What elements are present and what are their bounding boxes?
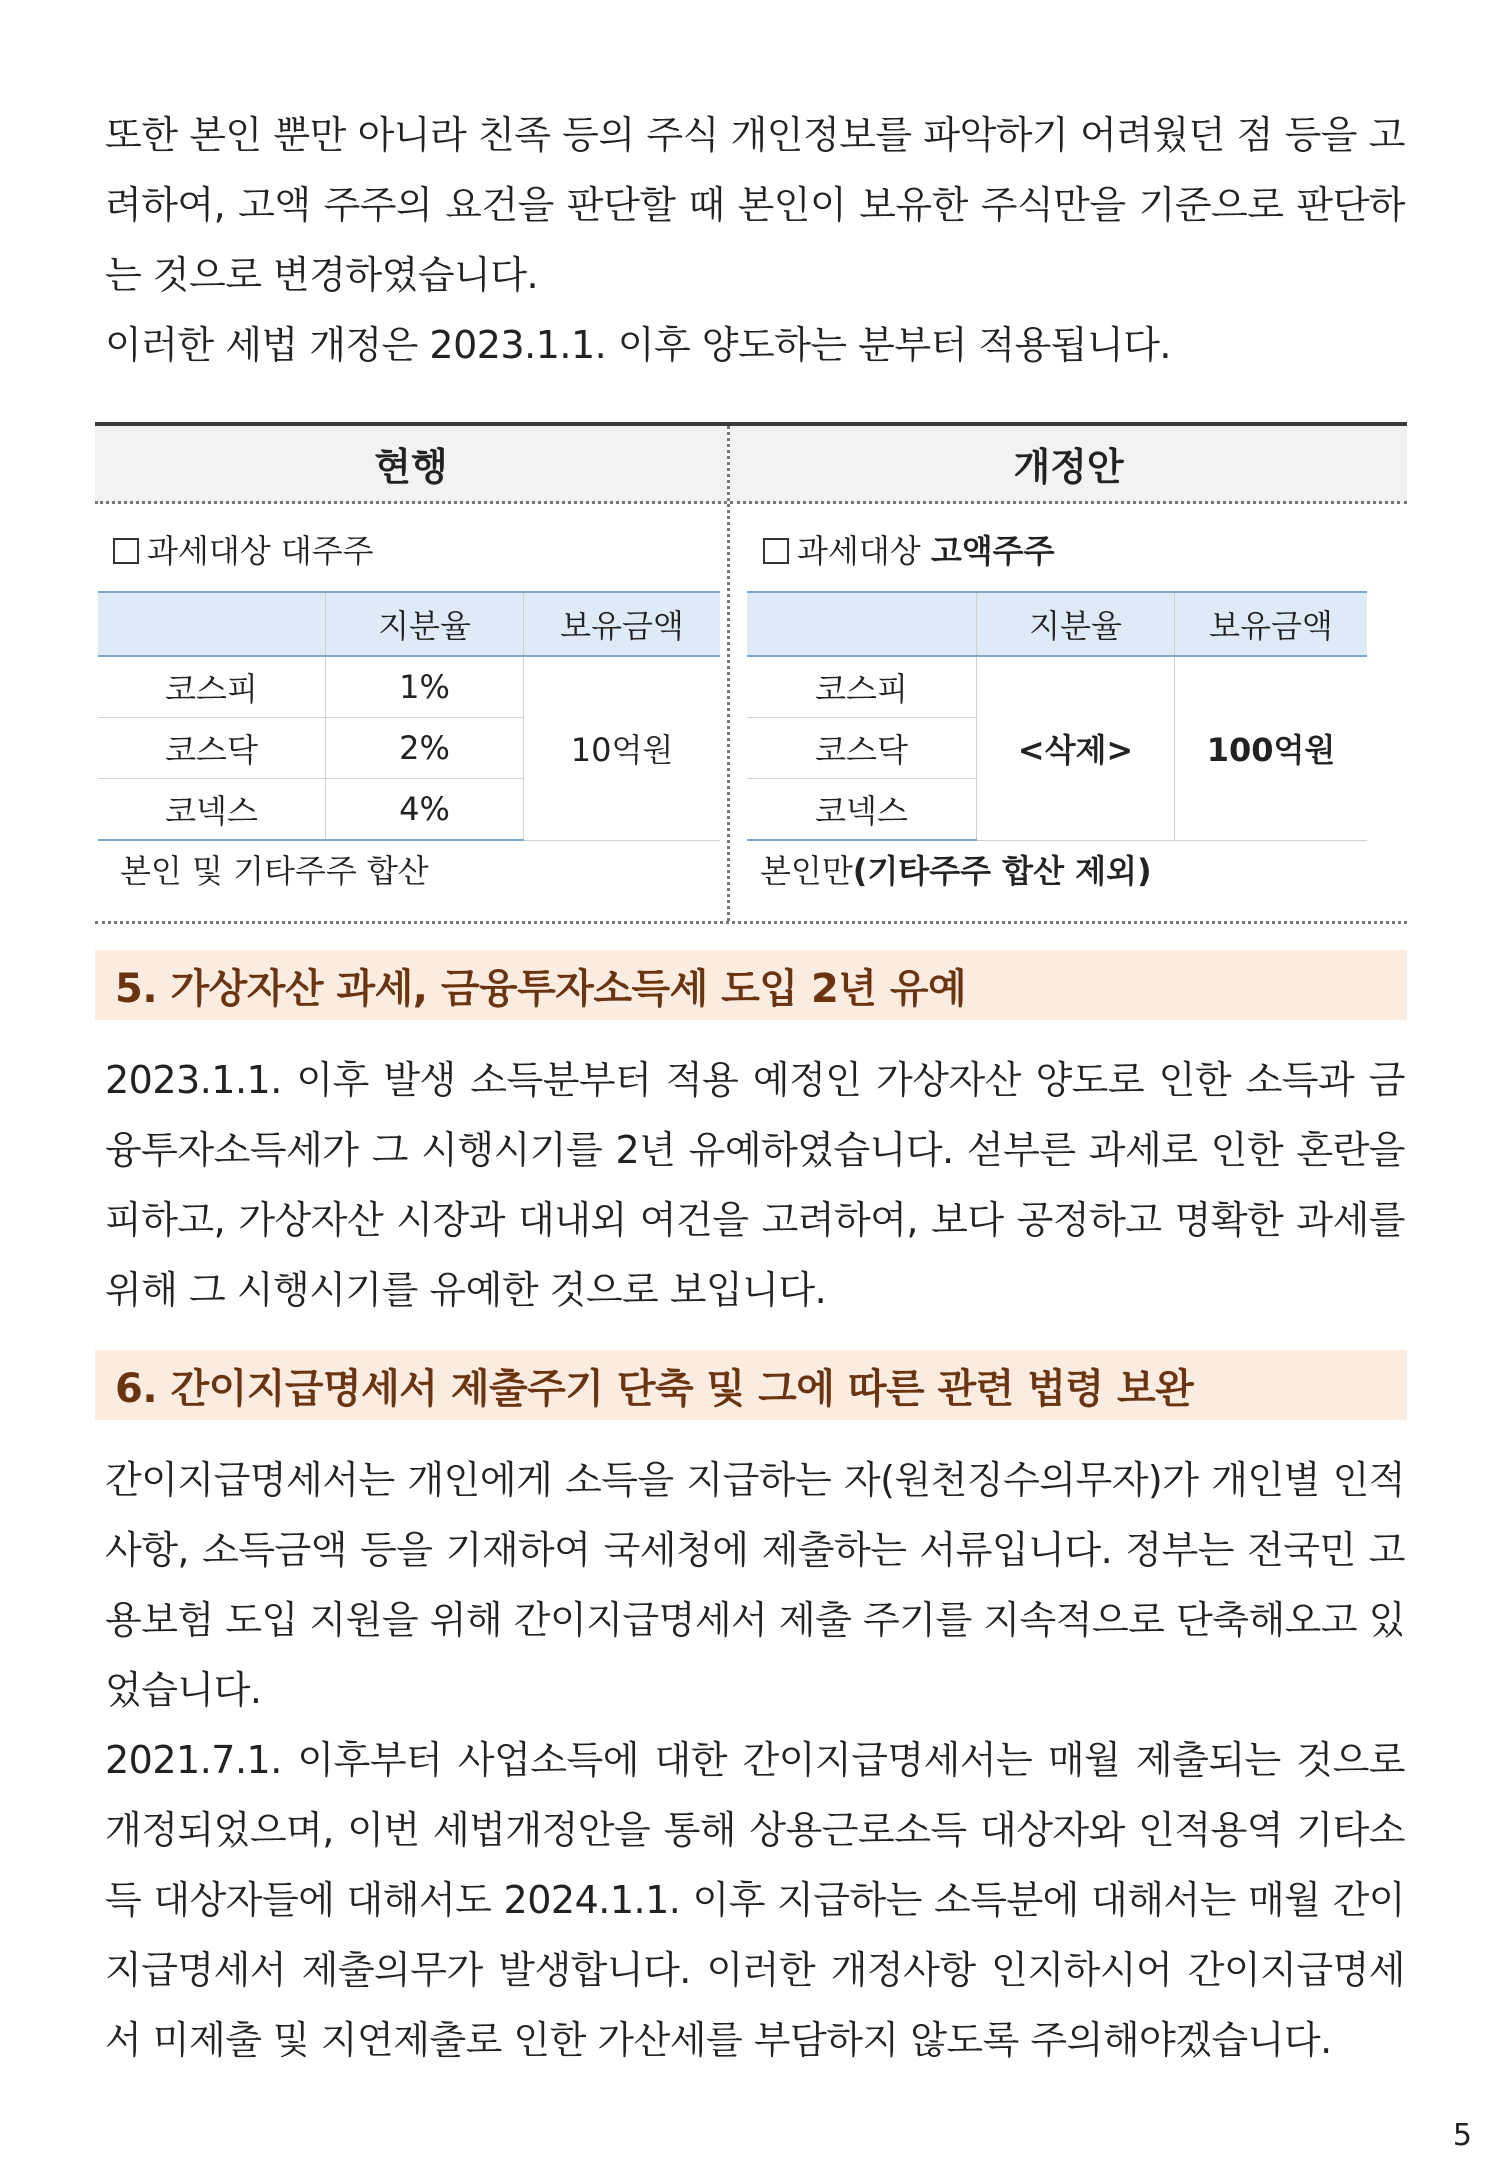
blank-header xyxy=(747,592,977,656)
page-number: 5 xyxy=(1452,2118,1472,2153)
amount-cell: 10억원 xyxy=(524,656,721,840)
market-cell: 코스피 xyxy=(747,656,977,718)
market-cell: 코넥스 xyxy=(747,779,977,841)
section5-heading: 5. 가상자산 과세, 금융투자소득세 도입 2년 유예 xyxy=(95,950,1407,1020)
amount-header: 보유금액 xyxy=(1175,592,1368,656)
market-cell: 코넥스 xyxy=(98,779,326,841)
current-column xyxy=(95,426,727,921)
share-cell: <삭제> xyxy=(977,656,1175,840)
section6-paragraph-2: 2021.7.1. 이후부터 사업소득에 대한 간이지급명세서는 매월 제출되는 것으로 개정되었으며, 이번 세법개정안을 통해 상용근로소득 대상자와 인적용역 기타소득 대상자들에 대해서도 2024.1.1. 이후 지급하는 소득분에 대해서는 매월 간이지급명세서 제출의무가 발생합니다. 이러한 개정사항 인지하시어 간이지급명세서 미제출 및 지연제출로 인한 가산세를 부담하지 않도록 주의해야겠습니다. xyxy=(105,1738,1405,2062)
section6-heading: 6. 간이지급명세서 제출주기 단축 및 그에 따른 관련 법령 보완 xyxy=(95,1350,1407,1420)
table-row xyxy=(747,656,1367,718)
current-subtitle: 과세대상 대주주 xyxy=(113,526,374,572)
section5-body: 2023.1.1. 이후 발생 소득분부터 적용 예정인 가상자산 양도로 인한 소득과 금융투자소득세가 그 시행시기를 2년 유예하였습니다. 섣부른 과세로 인한 혼란을 피하고, 가상자산 시장과 대내외 여건을 고려하여, 보다 공정하고 명확한 과세를 위해 그 시행시기를 유예한 것으로 보입니다. xyxy=(105,1058,1405,1312)
share-header: 지분율 xyxy=(977,592,1175,656)
proposed-inner-table xyxy=(747,591,1367,841)
market-cell: 코스닥 xyxy=(98,718,326,779)
section6-paragraph-1: 간이지급명세서는 개인에게 소득을 지급하는 자(원천징수의무자)가 개인별 인적사항, 소득금액 등을 기재하여 국세청에 제출하는 서류입니다. 정부는 전국민 고용보험 도입 지원을 위해 간이지급명세서 제출 주기를 지속적으로 단축해오고 있었습니다. xyxy=(105,1458,1405,1712)
checkbox-icon xyxy=(113,538,139,564)
blank-header xyxy=(98,592,326,656)
market-cell: 코스닥 xyxy=(747,718,977,779)
market-cell: 코스피 xyxy=(98,656,326,718)
share-cell: 2% xyxy=(326,718,524,779)
section6-body xyxy=(105,1445,1405,2075)
current-header: 현행 xyxy=(95,426,727,504)
amount-cell: 100억원 xyxy=(1175,656,1368,840)
share-cell: 4% xyxy=(326,779,524,841)
current-inner-table xyxy=(98,591,720,841)
current-note: 본인 및 기타주주 합산 xyxy=(120,852,429,890)
amount-header: 보유금액 xyxy=(524,592,721,656)
intro-paragraph xyxy=(105,100,1405,380)
proposed-note: 본인만(기타주주 합산 제외) xyxy=(760,852,1152,890)
intro-text: 또한 본인 뿐만 아니라 친족 등의 주식 개인정보를 파악하기 어려웠던 점 등을 고려하여, 고액 주주의 요건을 판단할 때 본인이 보유한 주식만을 기준으로 판단하는 것으로 변경하였습니다. xyxy=(105,113,1405,297)
share-cell: 1% xyxy=(326,656,524,718)
table-row xyxy=(98,656,720,718)
checkbox-icon xyxy=(763,538,789,564)
proposed-subtitle: 과세대상 고액주주 xyxy=(763,526,1054,572)
share-header: 지분율 xyxy=(326,592,524,656)
comparison-table xyxy=(95,422,1407,924)
intro-effective-date: 이러한 세법 개정은 2023.1.1. 이후 양도하는 분부터 적용됩니다. xyxy=(105,323,1172,367)
proposed-column xyxy=(730,426,1407,921)
proposed-header: 개정안 xyxy=(730,426,1407,504)
